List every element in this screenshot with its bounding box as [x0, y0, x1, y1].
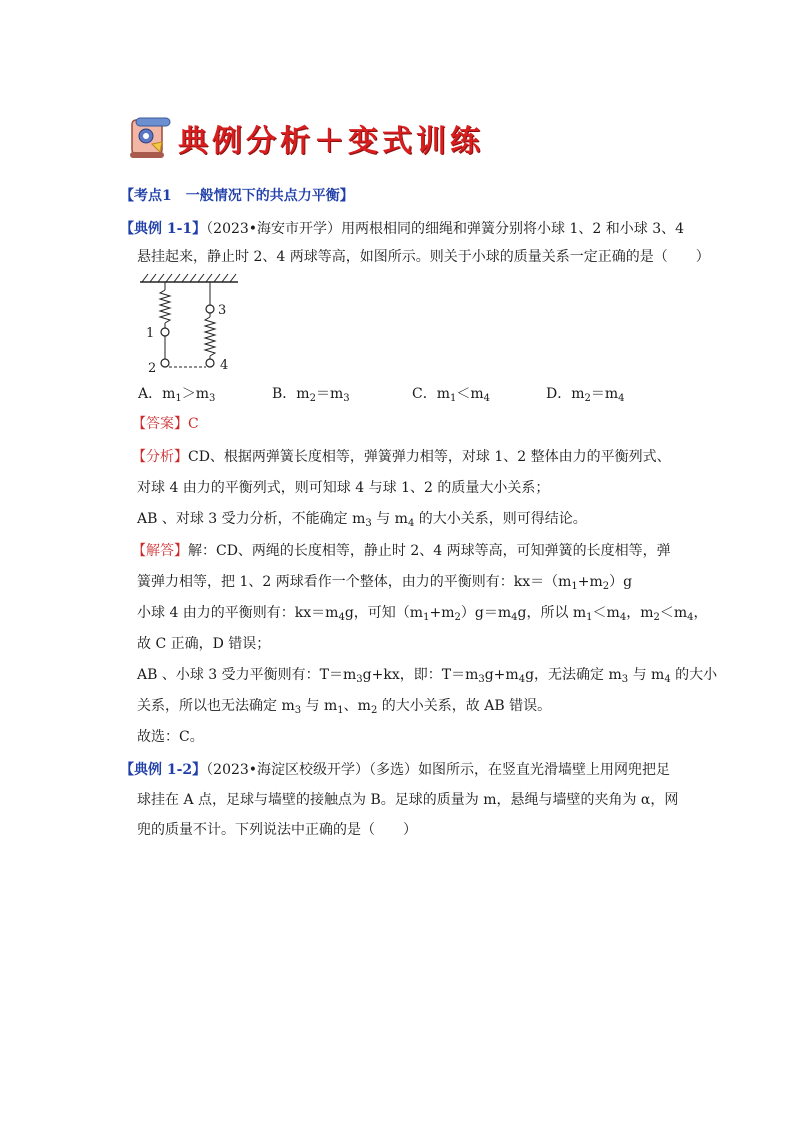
solution-tag: 【解答】 [132, 543, 188, 559]
example2-tag: 【典例 1-2】 [120, 762, 207, 778]
label-1: 1 [146, 326, 155, 341]
label-3: 3 [218, 303, 227, 318]
example1-tag: 【典例 1-1】 [120, 221, 207, 237]
header-banner [126, 112, 484, 162]
analysis-line2: 对球 4 由力的平衡列式，则可知球 4 与球 1、2 的质量大小关系； [137, 480, 550, 496]
solution-line2: 簧弹力相等，把 1、2 两球看作一个整体，由力的平衡则有：$kx=(m_1+m_2)g$ [137, 574, 633, 592]
answer-line [132, 414, 199, 434]
option-a[interactable]: A．$m_1>m_3$ [138, 386, 216, 404]
example1-stem: 用两根相同的细绳和弹簧分别将小球 1、2 和小球 3、4 [341, 221, 685, 237]
ball-4 [206, 359, 214, 367]
example2-source: （2023•海淀区校级开学）（多选） [206, 762, 419, 778]
example2-line3: 兜的质量不计。下列说法中正确的是（ ） [137, 822, 417, 838]
example2-line1: 【典例 1-2】（2023•海淀区校级开学）（多选）如图所示，在竖直光滑墙壁上用网兜把足 [120, 762, 671, 778]
ball-3 [206, 305, 214, 313]
option-b[interactable]: B．$m_2=m_3$ [272, 386, 350, 404]
example1-line2: 悬挂起来，静止时 2、4 两球等高，如图所示。则关于小球的质量关系一定正确的是（ ） [137, 249, 710, 265]
solution-line4: 故 C 正确，D 错误； [137, 636, 271, 652]
analysis-line3: AB 、对球 3 受力分析，不能确定 $m_3$ 与 $m_4$ 的大小关系，则可得结论。 [137, 511, 587, 529]
solution-line3: 小球 4 由力的平衡则有：$kx=m_4g$，可知$(m_1+m_2)g=m_4g$，所以 $m_1<m_4$，$m_2<m_4$， [137, 605, 708, 623]
solution-line5: AB 、小球 3 受力平衡则有：$T=m_3g+kx$，即：$T=m_3g+m_4g$，无法确定 $m_3$ 与 $m_4$ 的大小 [137, 667, 718, 685]
page-title: 典例分析＋变式训练 [178, 124, 484, 159]
answer-tag: 【答案】 [132, 416, 188, 432]
choice-line: 故选：C。 [137, 729, 204, 745]
solution-line6: 关系，所以也无法确定 $m_3$ 与 $m_1$、$m_2$ 的大小关系，故 AB 错误。 [137, 698, 552, 716]
analysis-line1: 【分析】CD、根据两弹簧长度相等，弹簧弹力相等，对球 1、2 整体由力的平衡列式、 [132, 449, 671, 465]
option-c[interactable]: C．$m_1<m_4$ [412, 386, 491, 404]
solution-line1: 【解答】解：CD、两绳的长度相等，静止时 2、4 两球等高，可知弹簧的长度相等，弹 [132, 543, 671, 559]
answer-value: C [188, 416, 199, 432]
ball-1 [161, 328, 169, 336]
example1-line1 [120, 219, 684, 239]
option-d[interactable]: D．$m_2=m_4$ [546, 386, 625, 404]
scroll-icon [126, 112, 174, 160]
label-4: 4 [220, 358, 229, 373]
example1-source: （2023•海安市开学） [206, 221, 342, 237]
analysis-tag: 【分析】 [132, 449, 188, 465]
spring-figure [138, 270, 248, 376]
label-2: 2 [148, 361, 157, 376]
ball-2 [161, 359, 169, 367]
section-heading: 【考点1 一般情况下的共点力平衡】 [120, 188, 354, 204]
example2-line2: 球挂在 A 点，足球与墙壁的接触点为 B。足球的质量为 m，悬绳与墙壁的夹角为 α，网 [137, 792, 679, 808]
